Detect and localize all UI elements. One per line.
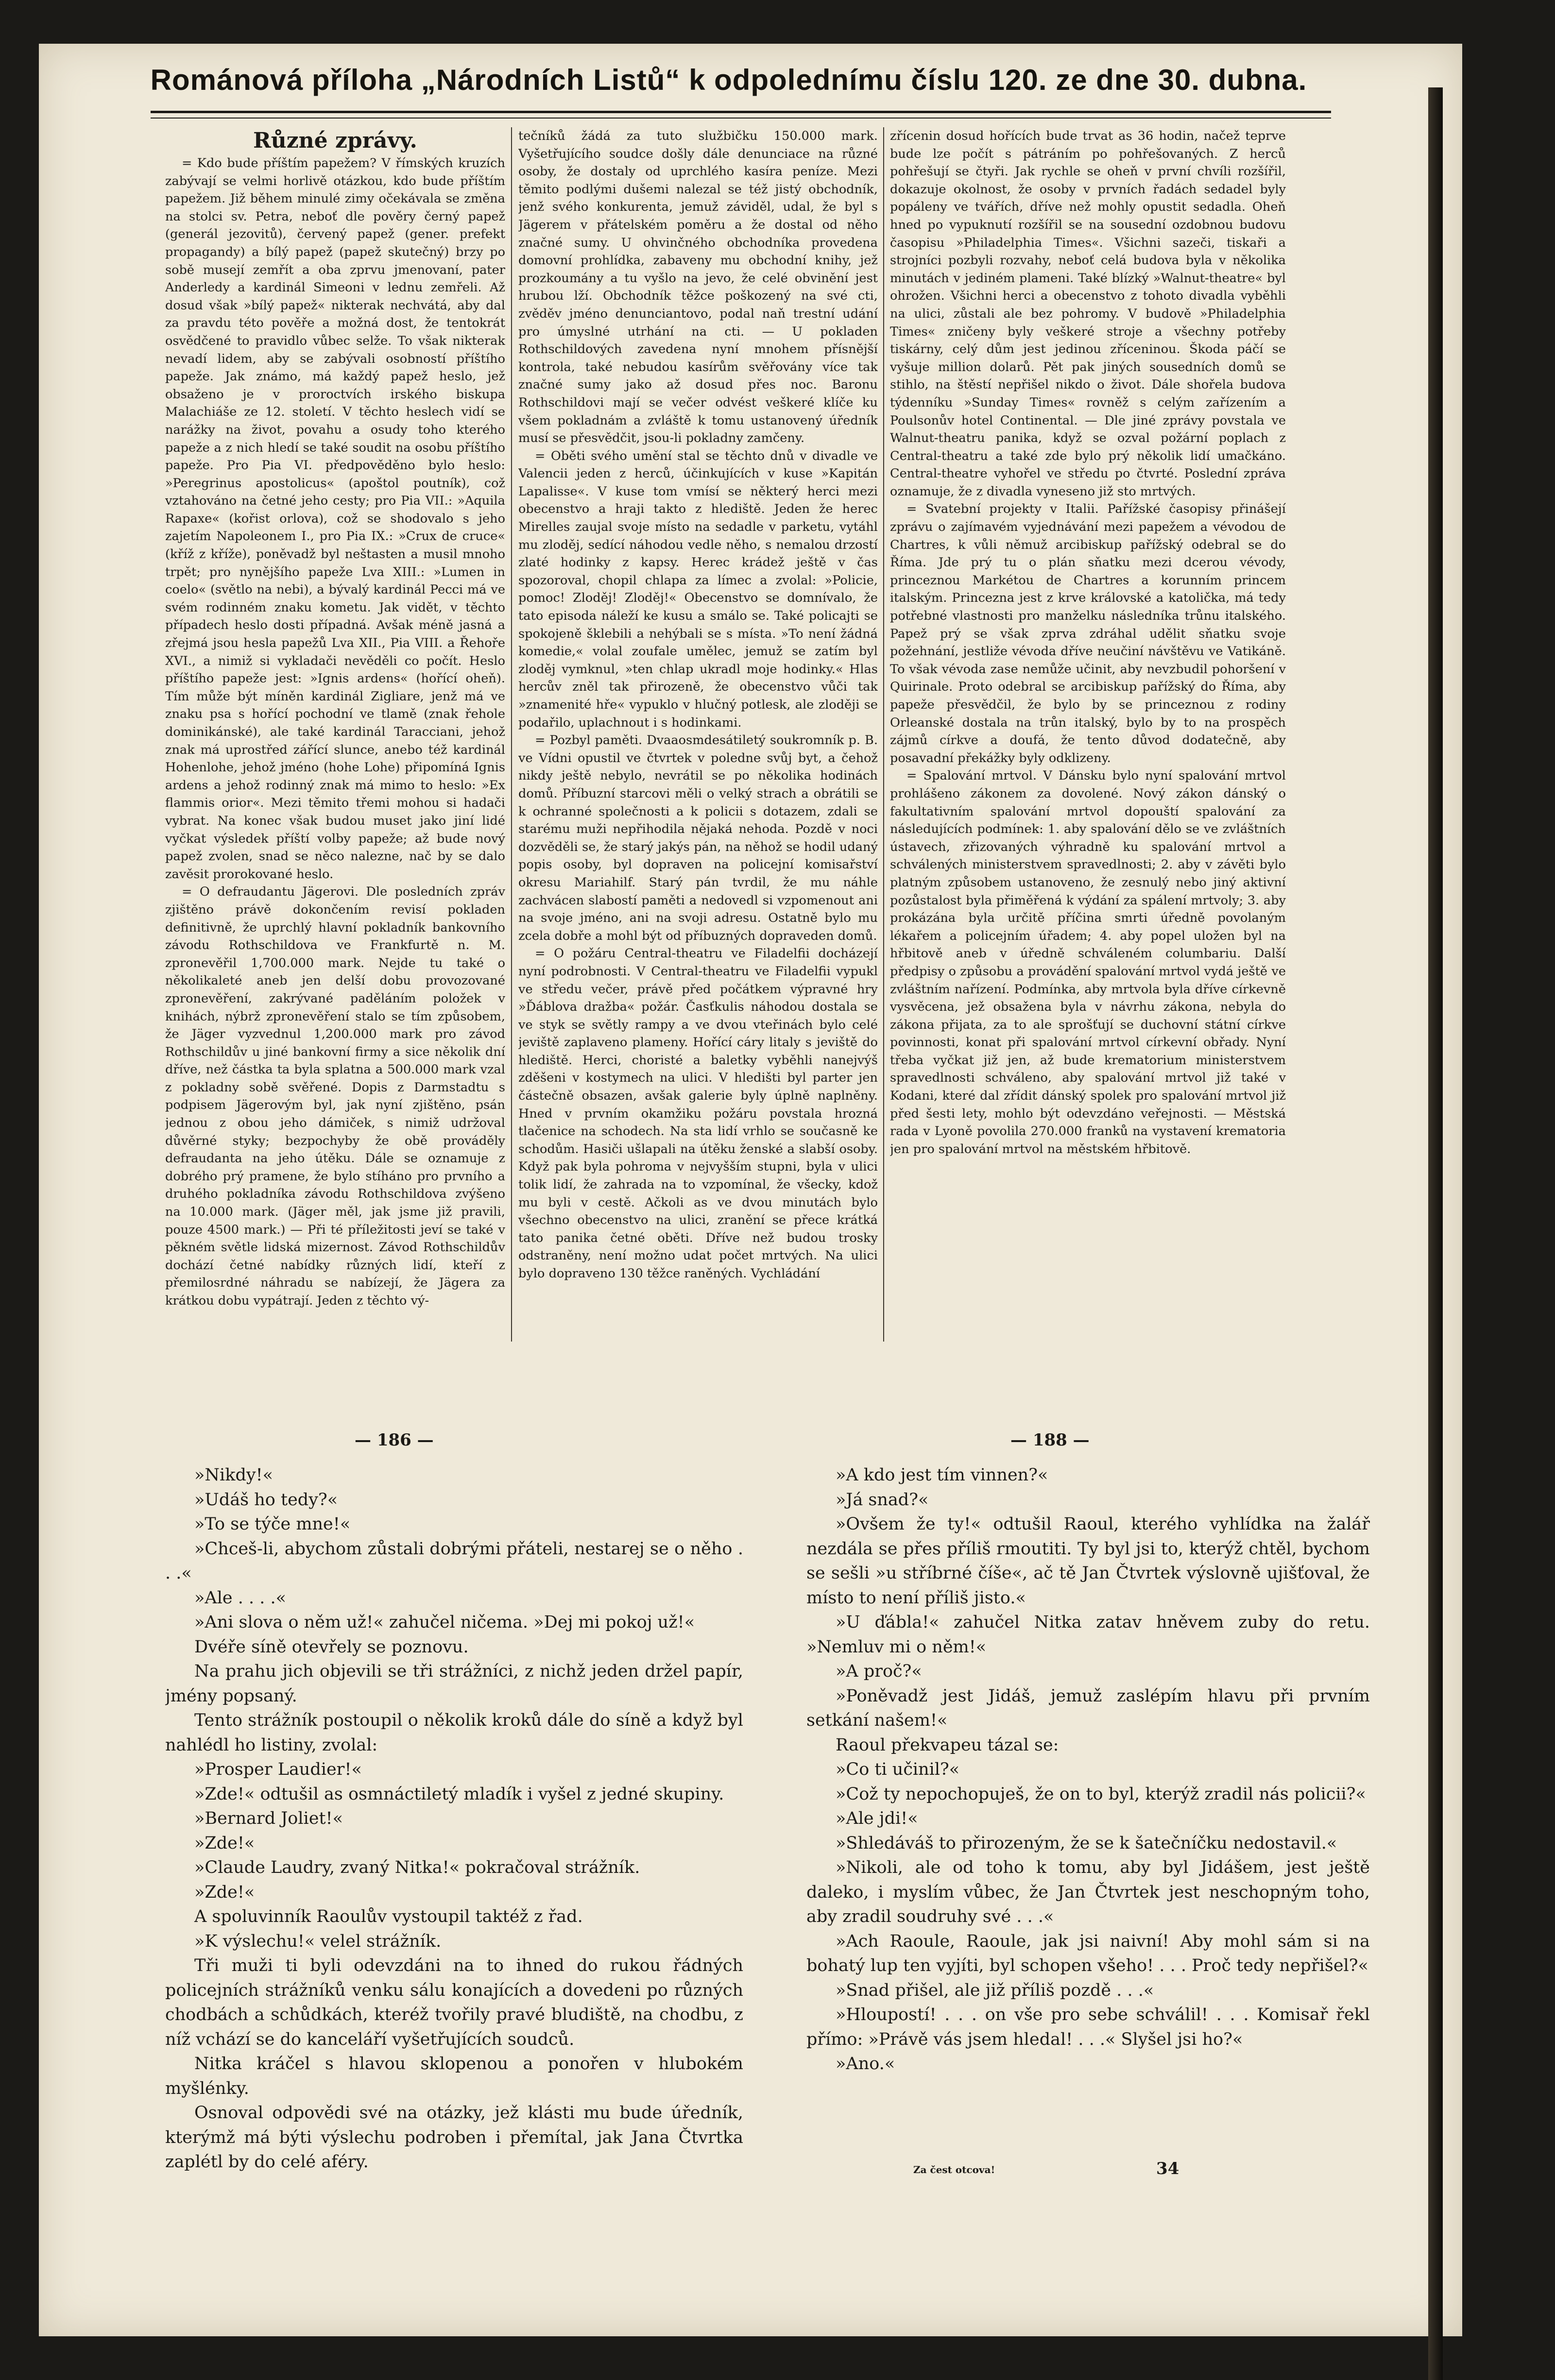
section-title: Různé zprávy. (253, 128, 417, 153)
news-paragraph: = O defraudantu Jägerovi. Dle posledních zpráv zjištěno právě dokončením revisí pokladen definitivně, že uprchlý hlavní pokladník bankovního závodu Rothschildova ve Frankfurtě n. M. zpronevěřil 1,700.000 mark. Nejde tu také o několikaleté aneb jen delší dobu provozované zpronevěření, zakrývané paděláním položek v knihách, nýbrž zpronevěření stalo se tím způsobem, že Jäger vyzvednul 1,200.000 mark pro závod Rothschildův u jiné bankovní firmy a sice několik dní dříve, než částka ta byla splatna a 500.000 mark vzal z pokladny sobě svěřené. Dopis z Darmstadtu s podpisem Jägerovým byl, jak nyní zjištěno, psán jednou z obou jeho dámiček, s nimiž udržoval důvěrné styky; bezpochyby že obě prováděly defraudanta na jeho útěku. Dále se oznamuje z dobrého prý pramene, že bylo stíháno pro prvního a druhého pokladníka závodu Rothschildova zvýšeno na 10.000 mark. (Jäger měl, jak jsme již pravili, pouze 4500 mark.) — Při té příležitosti jeví se také v pěkném světle lidská mizernost. Závod Rothschildův dochází četné nabídky různých lidí, kteří z přemilosrdné náhradu se nabízejí, že Jägera za krátkou dobu vypátrají. Jeden z těchto vý- (165, 884, 505, 1308)
story-line: Osnoval odpovědi své na otázky, jež klásti mu bude úředník, kterýmž má býti výslechu podroben i přemítal, jak Jana Čtvrtka zaplétl by do celé aféry. (165, 2103, 743, 2172)
masthead: Románová příloha „Národních Listů“ k odpolednímu číslu 120. ze dne 30. dubna. (150, 64, 1307, 96)
news-paragraph: = Svatební projekty v Italii. Pařížské časopisy přinášejí zprávu o zajímavém vyjednávání mezi papežem a vévodou de Chartres, k vůli němuž arcibiskup pařížský odebral se do Říma. Jde prý tu o plán sňatku mezi dcerou vévody, princeznou Markétou de Chartres a korunním princem italským. Princezna jest z krve královské a katolička, má tedy potřebné vlastnosti pro manželku následníka trůnu italského. Papež prý se však zprva zdráhal udělit sňatku svoje požehnání, jestliže vévoda dříve neučiní návštěvu ve Vatikáně. To však vévoda zase nemůže učinit, aby nevzbudil pohoršení v Quirinale. Proto odebral se arcibiskup pařížský do Říma, aby papeže přesvědčil, že bylo by se princeznou z rodiny Orleanské dostala na trůn italský, bylo by to na prospěch zájmů církve a doufá, že tento důvod dodatečně, aby posavadní překážky byly odklizeny. (890, 502, 1286, 765)
news-paragraph: tečníků žádá za tuto službičku 150.000 mark. Vyšetřujícího soudce došly dále denunciace na různé osoby, že dostaly od uprchlého kasíra peníze. Mezi těmito podlými dušemi nalezal se též jistý obchodník, jenž svého konkurenta, jemuž záviděl, udal, že byl s Jägerem v přátelském poměru a že dostal od něho značné sumy. U ohvinčného obchodníka provedena domovní prohlídka, zabaveny mu obchodní knihy, jež prozkoumány a tu vyšlo na jevo, že celé obvinění jest hrubou lží. Obchodník těžce poškozený na své cti, zvěděv jméno denunciantovo, podal naň trestní udání pro úmyslné utrhání na cti. — U pokladen Rothschildových zavedena nyní mnohem přísnější kontrola, také nebudou kasírům svěřovány více tak značné sumy jako až dosud přes noc. Baronu Rothschildovi mají se večer odvést veškeré klíče ku všem pokladnám a zvláště k tomu ustanovený úředník musí se přesvědčit, jsou-li pokladny zamčeny. (518, 129, 878, 446)
story-line: »Bernard Joliet!« (194, 1809, 343, 1828)
footer-number: 34 (1156, 2159, 1179, 2178)
story-line: Nitka kráčel s hlavou sklopenou a ponořen v hlubokém myšlénky. (165, 2054, 743, 2098)
story-line: »Což ty nepochopuješ, že on to byl, kterýž zradil nás policii?« (836, 1784, 1366, 1804)
page-number-right: — 188 — (1010, 1430, 1090, 1450)
news-paragraph: = Kdo bude příštím papežem? V římských kruzích zabývají se velmi horlivě otázkou, kdo bude příštím papežem. Již během minulé zimy očekávala se změna na stolci sv. Petra, neboť dle pověry černý papež (generál jezovitů), červený papež (gener. prefekt propagandy) a bílý papež (papež skutečný) brzy po sobě musejí zemřít a oba zprvu jmenovaní, pater Anderledy a kardinál Simeoni v lednu zemřeli. Až dosud však »bílý papež« nikterak nechvátá, aby dal za pravdu této pověře a možná dost, že tentokrát osvědčené to pravidlo vůbec selže. To však nikterak nevadí lidem, aby se zabývali osobností příštího papeže. Jak známo, má každý papež heslo, jež obsaženo je v proroctvích irského biskupa Malachiáše ze 12. století. V těchto heslech vidí se narážky na život, povahu a osudy toho kterého papeže a z nich hledí se také soudit na osobu příštího papeže. Pro Pia VI. předpověděno bylo heslo: »Peregrinus apostolicus« (apoštol poutník), což vztahováno na četné jeho cesty; pro Pia VII.: »Aquila Rapaxe« (kořist orlova), což se shodovalo s jeho zajetím Napoleonem I., pro Pia IX.: »Crux de cruce« (kříž z kříže), poněvadž byl neštasten a musil mnoho trpět; pro nynějšího papeže Lva XIII.: »Lumen in coelo« (světlo na nebi), a bývalý kardinál Pecci má ve svém rodinném znaku kometu. Jak vidět, v těchto případech heslo dosti případná. Avšak méně jasná a zřejmá jsou hesla papežů Lva XII., Pia VIII. a Řehoře XVI., a nimiž si vykladači nevěděli co počít. Heslo příštího papeže jest: »Ignis ardens« (hořící oheň). Tím může být míněn kardinál Zigliare, jenž má ve znaku psa s hořící pochodní ve tlamě (znak řehole dominikánské), ale také kardinál Taracciani, jehož znak má uprostřed zářící slunce, anebo též kardinál Hohenlohe, jehož jméno (hohe Lohe) připomíná Ignis ardens a jehož rodinný znak má mimo to heslo: »Ex flammis orior«. Mezi těmito třemi mohou si hadači vybrat. Na konec však budou muset jako jiní lidé vyčkat výsledek příští volby papeže; až bude nový papež zvolen, snad se něco nalezne, nač by se dalo zavěsit prorokované heslo. (165, 156, 505, 882)
story-line: »A kdo jest tím vinnen?« (836, 1465, 1048, 1485)
column-divider (883, 127, 884, 1342)
story-line: »Ani slova o něm už!« zahučel ničema. »Dej mi pokoj už!« (194, 1613, 695, 1632)
story-line: »Claude Laudry, zvaný Nitka!« pokračoval strážník. (194, 1858, 640, 1877)
story-line: »Chceš-li, abychom zůstali dobrými přáteli, nestarej se o něho . . .« (165, 1539, 743, 1583)
masthead-rule (151, 111, 1331, 113)
story-line: »Udáš ho tedy?« (194, 1490, 338, 1510)
novel-page-right (806, 1463, 1370, 2162)
story-line: »Ach Raoule, Raoule, jak jsi naivní! Aby mohl sám si na bohatý lup ten vyjíti, byl schopen všeho! . . . Proč tedy nepřišel?« (806, 1931, 1370, 1975)
story-line: »Nikoli, ale od toho k tomu, aby byl Jidášem, jest ještě daleko, i myslím vůbec, že Jan Čtvrtek jest neschopným toho, aby zradil soudruhy své . . .« (806, 1858, 1370, 1926)
story-line: Tento strážník postoupil o několik kroků dále do síně a když byl nahlédl ho listiny, zvolal: (165, 1711, 743, 1755)
story-line: Dvéře síně otevřely se poznovu. (194, 1637, 469, 1657)
story-line: »K výslechu!« velel strážník. (194, 1931, 442, 1951)
story-line: A spoluvinník Raoulův vystoupil taktéž z řad. (194, 1907, 583, 1926)
story-line: »A proč?« (836, 1662, 922, 1681)
news-paragraph: = Pozbyl paměti. Dvaaosmdesátiletý soukromník p. B. ve Vídni opustil ve čtvrtek v poledne svůj byt, a čehož nikdy ještě nebylo, nevrátil se po několika hodinách domů. Příbuzní starcovi měli o velký strach a obrátili se k ochranné společnosti a k policii s dotazem, zdali se starému muži nepřihodila nějaká nehoda. Pozdě v noci dozvěděli se, že starý jakýs pán, na něhož se hodil udaný popis osoby, byl dopraven na policejní komisařství okresu Mariahilf. Starý pán tvrdil, že mu náhle zachvácen slabostí paměti a nedovedl si vzpomenout ani na svoje jméno, ani na svoji adresu. Ostatně bylo mu zcela dobře a mohl být od příbuzných dopraveden domů. (518, 733, 878, 943)
story-line: »Nikdy!« (194, 1465, 273, 1485)
story-line: Tři muži ti byli odevzdáni na to ihned do rukou řádných policejních strážníků venku sálu konajících a dovedeni po různých chodbách a schůdkách, kteréž tvořily pravé bludiště, na chodbu, z níž vchází se do kanceláří vyšetřujících soudců. (165, 1956, 743, 2049)
page-number-left: — 186 — (355, 1430, 434, 1450)
story-line: »U ďábla!« zahučel Nitka zatav hněvem zuby do retu. »Nemluv mi o něm!« (806, 1613, 1370, 1657)
story-line: »Hloupostí! . . . on vše pro sebe schválil! . . . Komisař řekl přímo: »Právě vás jsem hledal! . . .« Slyšel jsi ho?« (806, 2005, 1370, 2049)
story-line: Raoul překvapeu tázal se: (836, 1735, 1059, 1755)
column-divider (511, 127, 512, 1342)
footer-note: Za čest otcova! (913, 2164, 995, 2176)
story-line: »Co ti učinil?« (836, 1760, 960, 1779)
story-line: »Ale . . . .« (194, 1588, 287, 1608)
story-line: »To se týče mne!« (194, 1514, 351, 1534)
story-line: »Zde!« odtušil as osmnáctiletý mladík i vyšel z jedné skupiny. (194, 1784, 724, 1804)
story-line: »Já snad?« (836, 1490, 929, 1510)
story-line: »Prosper Laudier!« (194, 1760, 362, 1779)
story-line: »Snad přišel, ale již příliš pozdě . . .« (836, 1980, 1154, 2000)
story-line: »Poněvadž jest Jidáš, jemuž zaslépím hlavu při prvním setkání našem!« (806, 1686, 1370, 1730)
story-line: »Zde!« (194, 1882, 255, 1902)
story-line: »Ano.« (836, 2054, 895, 2074)
news-column-2 (518, 127, 878, 1349)
novel-page-left (165, 1463, 743, 2172)
masthead-rule-thin (151, 118, 1331, 119)
story-line: »Ovšem že ty!« odtušil Raoul, kterého vyhlídka na žalář nezdála se přes příliš rmoutiti. Ty byl jsi to, kterýž chtěl, bychom se sešli »u stříbrné číše«, ač tě Jan Čtvrtek výslovně ujišťoval, že místo to není příliš jisto.« (806, 1514, 1370, 1608)
story-line: »Shledáváš to přirozeným, že se k šatečníčku nedostavil.« (836, 1833, 1337, 1853)
news-paragraph: zřícenin dosud hořících bude trvat as 36 hodin, načež teprve bude lze počít s pátráním po pohřešovaných. Z herců pohřešují se čtyři. Jak rychle se oheň v první chvíli rozšířil, dokazuje okolnost, že osoby v prvních řadách sedadel byly popáleny ve tvářích, dříve než mohly opustit sedadla. Oheň hned po vypuknutí rozšířil se na sousední ozdobnou budovu časopisu »Philadelphia Times«. Všichni sazeči, tiskaři a strojníci pozbyli rozvahy, neboť celá budova byla v několika minutách v jediném plameni. Také blízký »Walnut-theatre« byl ohrožen. Všichni herci a obecenstvo z tohoto divadla vyběhli na ulici, zůstali ale bez pohromy. V budově »Philadelphia Times« zničeny byly veškeré stroje a všechny potřeby tiskárny, celý dům jest jedinou zříceninou. Škoda páčí se vyšuje million dolarů. Pět pak jiných sousedních domů se stihlo, na štěstí nepřišel nikdo o život. Dále shořela budova týdenníku »Sunday Times« rovněž s celým zařízením a Poulsonův hotel Continental. — Dle jiné zprávy povstala ve Walnut-theatru panika, když se ozval požární poplach z Central-theatru a také zde bylo prý několik lidí umačkáno. Central-theatre vyhořel ve středu po čtvrté. Poslední zpráva oznamuje, že z divadla vyneseno již sto mrtvých. (890, 129, 1286, 499)
story-line: Na prahu jich objevili se tři strážníci, z nichž jeden držel papír, jmény popsaný. (165, 1662, 743, 1706)
news-paragraph: = Oběti svého umění stal se těchto dnů v divadle ve Valencii jeden z herců, účinkujících v kuse »Kapitán Lapalisse«. V kuse tom vmísí se některý herci mezi obecenstvo a hraji takto z hlediště. Jeden že herec Mirelles zaujal svoje místo na sedadle v parketu, vytáhl mu zloděj, sedící náhodou vedle něho, s nemalou drzostí zlaté hodinky z kapsy. Herec krádež ještě v čas spozoroval, chopil chlapa za límec a zvolal: »Policie, pomoc! Zloděj! Zloděj!« Obecenstvo se domnívalo, že tato episoda náleží ke kusu a smálo se. Také policajti se spokojeně šklebili a nehýbali se s místa. »To není žádná komedie,« volal zoufale umělec, jemuž se zatím byl zloděj vymknul, »ten chlap ukradl moje hodinky.« Hlas hercův zněl tak přirozeně, že obecenstvo vůči tak »znamenité hře« vypuklo v hlučný potlesk, ale zloději se podařilo, uplachnout i s hodinkami. (518, 448, 878, 730)
story-line: »Zde!« (194, 1833, 255, 1853)
news-paragraph: = Spalování mrtvol. V Dánsku bylo nyní spalování mrtvol prohlášeno zákonem za dovolené. Nový zákon dánský o fakultativním spalování mrtvol dopouští spalování za následujících podmínek: 1. aby spalování dělo se ve zvláštních ústavech, zřizovaných výhradně ku spalování mrtvol a schválených ministerstvem spravedlnosti; 2. aby v závěti bylo platným způsobem ustanoveno, že zesnulý nebo jiný aktivní pozůstalost byla přiměřená k výdání za spálení mrtvoly; 3. aby prokázána byla určitě příčina smrti úředně povolaným lékařem a policejním úřadem; 4. aby popel uložen byl na hřbitově aneb v úředně schváleném columbariu. Další předpisy o způsobu a provádění spalování mrtvol vydá ještě ve zvláštním nařízení. Podmínka, aby mrtvola byla dříve církevně vysvěcena, jež obsažena byla v návrhu zákona, nebyla do zákona přijata, za to ale sprošťují se duchovní státní církve povinnosti, konat při spalování mrtvol církevní obřady. Nyní třeba vyčkat již jen, až bude krematorium ministerstvem spravedlnosti schváleno, aby spalování mrtvol již také v Kodani, které dal zřídit dánský spolek pro spalování mrtvol již před šesti lety, mohlo být odevzdáno veřejnosti. — Městská rada v Lyoně povolila 270.000 franků na vystavení krematoria jen pro spalování mrtvol na městském hřbitově. (890, 768, 1286, 1156)
news-paragraph: = O požáru Central-theatru ve Filadelfii docházejí nyní podrobnosti. V Central-theatru ve Filadelfii vypukl ve středu večer, právě před počátkem výpravné hry »Ďáblova dražba« požár. Časťkulis náhodou dostala se ve styk se světly rampy a ve dvou vteřinách bylo celé jeviště zaplaveno plameny. Hořící cáry litaly s jeviště do hlediště. Herci, choristé a baletky vyběhli nanejvýš zděšeni v kostymech na ulici. V hledišti byl parter jen částečně obsazen, avšak galerie byly úplně naplněny. Hned v prvním okamžiku požáru povstala hrozná tlačenice na schodech. Na sta lidí vrhlo se současně ke schodům. Hasiči ušlapali na útěku ženské a slabší osoby. Když pak byla pohroma v nejvyšším stupni, byla v ulici tolik lidí, že zahrada na to vzpomínal, že všecky, kdož mu byli v cestě. Ačkoli as ve dvou minutách bylo všechno obecenstvo na ulici, zranění se přece krátká tato panika četné oběti. Dříve než budou trosky odstraněny, není možno udat počet mrtvých. Na ulici bylo dopraveno 130 těžce raněných. Vychládání (518, 946, 878, 1281)
binding-edge (1428, 87, 1443, 2380)
news-column-3 (890, 127, 1286, 1349)
story-line: »Ale jdi!« (836, 1809, 918, 1828)
news-column-1 (165, 127, 505, 1349)
